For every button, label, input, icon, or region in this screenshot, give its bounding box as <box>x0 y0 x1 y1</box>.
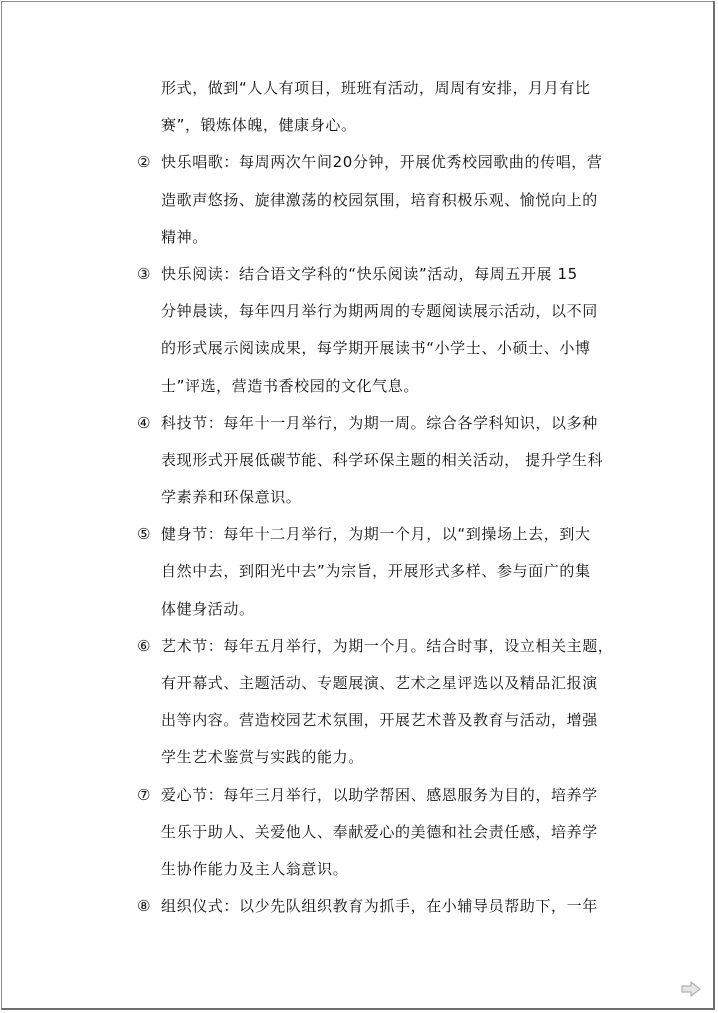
list-item-3 <box>137 256 637 405</box>
list-item-8 <box>137 888 637 925</box>
text-line: 士”评选，营造书香校园的文化气息。 <box>161 376 419 395</box>
arrow-right-icon-graphic <box>680 980 702 998</box>
arrow-right-icon[interactable] <box>680 980 702 998</box>
list-marker: ⑤ <box>137 525 152 544</box>
document-body <box>137 70 637 925</box>
text-line: 赛”，锻炼体魄，健康身心。 <box>161 116 357 135</box>
list-marker: ④ <box>137 413 152 432</box>
text-line: 自然中去，到阳光中去”为宗旨，开展形式多样、参与面广的集 <box>161 562 591 581</box>
text-line: 造歌声悠扬、旋律激荡的校园氛围，培育积极乐观、愉悦向上的 <box>161 190 598 209</box>
list-marker: ③ <box>137 264 152 283</box>
text-line: 分钟晨读，每年四月举行为期两周的专题阅读展示活动，以不同 <box>161 302 598 321</box>
continuation-paragraph <box>137 70 637 144</box>
list-item-6 <box>137 628 637 777</box>
text-line: 艺术节：每年五月举行，为期一个月。结合时事，设立相关主题， <box>161 636 614 655</box>
text-line: 爱心节：每年三月举行，以助学帮困、感恩服务为目的，培养学 <box>161 785 598 804</box>
text-line: 形式，做到“人人有项目，班班有活动，周周有安排，月月有比 <box>161 79 591 97</box>
text-line: 的形式展示阅读成果，每学期开展读书“小学士、小硕士、小博 <box>161 339 591 358</box>
text-line: 出等内容。营造校园艺术氛围，开展艺术普及教育与活动，增强 <box>161 711 598 730</box>
list-item-7 <box>137 777 637 889</box>
text-line: 组织仪式：以少先队组织教育为抓手，在小辅导员帮助下，一年 <box>161 897 598 916</box>
list-item-4 <box>137 405 637 517</box>
text-line: 体健身活动。 <box>161 599 255 618</box>
text-line: 学素养和环保意识。 <box>161 488 302 507</box>
text-line: 学生艺术鉴赏与实践的能力。 <box>161 748 364 767</box>
text-line: 快乐阅读：结合语文学科的“快乐阅读”活动，每周五开展 15 <box>161 264 578 283</box>
list-marker: ⑧ <box>137 897 152 916</box>
list-item-2 <box>137 144 637 256</box>
text-line: 有开幕式、主题活动、专题展演、艺术之星评选以及精品汇报演 <box>161 674 598 692</box>
text-line: 生乐于助人、关爱他人、奉献爱心的美德和社会责任感，培养学 <box>161 822 598 841</box>
list-item-5 <box>137 516 637 628</box>
text-line: 精神。 <box>161 227 208 246</box>
list-marker: ⑥ <box>137 636 152 655</box>
text-line: 科技节：每年十一月举行，为期一周。综合各学科知识，以多种 <box>161 413 598 432</box>
text-line: 表现形式开展低碳节能、科学环保主题的相关活动， 提升学生科 <box>161 450 604 469</box>
text-line: 生协作能力及主人翁意识。 <box>161 859 349 878</box>
list-marker: ⑦ <box>137 785 152 804</box>
text-line: 健身节：每年十二月举行，为期一个月，以“到操场上去，到大 <box>161 525 591 544</box>
text-line: 快乐唱歌：每周两次午间20分钟，开展优秀校园歌曲的传唱，营 <box>161 153 603 172</box>
list-marker: ② <box>137 153 152 172</box>
